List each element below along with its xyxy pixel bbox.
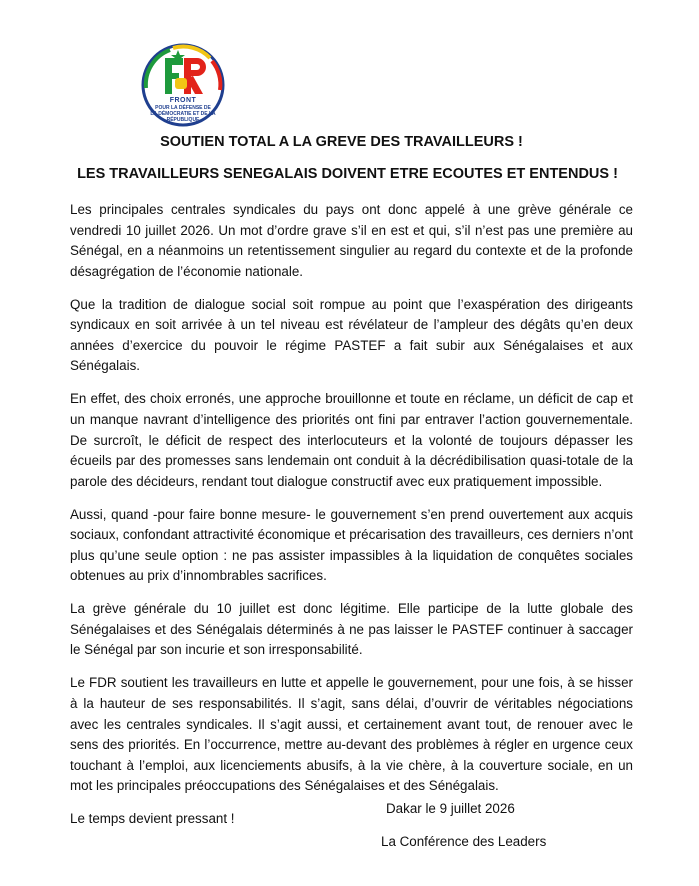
paragraph: Le FDR soutient les travailleurs en lutte et appelle le gouvernement, pour une fois, à se hisser à la hauteur de ses responsabilités. Il s’agit, sans délai, d’ouvrir de véritables négociations avec les centrales syndicales. Il s’agit aussi, et certainement avant tout, de renouer avec le sens des priorités. En l’occurrence, mettre au-devant des problèmes à régler en urgence ceux touchant à l’emploi, aux licenciements abusifs, à la vie chère, à la couverture sociale, en un mot les principales préoccupations des Sénégalaises et des Sénégalais. [70,675,633,794]
paragraph: Que la tradition de dialogue social soit rompue au point que l’exaspération des dirigeants syndicaux en soit arrivée à un tel niveau est révélateur de l’ampleur des dégâts qu’en deux années d’exercice du pouvoir le régime PASTEF a fait subir aux Sénégalaises et aux Sénégalais. [70,296,633,374]
paragraph: Aussi, quand -pour faire bonne mesure- le gouvernement s’en prend ouvertement aux acquis sociaux, confondant attractivité économique et précarisation des travailleurs, ces derniers n’ont plus qu’une seule option : ne pas assister impassibles à la liquidation de conquêtes sociales obtenues au prix d’innombrables sacrifices. [70,506,633,584]
logo-caption [143,98,223,123]
logo-line-front: FRONT [169,97,197,104]
document-body [70,200,633,842]
logo-line-3: LA DÉMOCRATIE ET DE LA [150,111,216,117]
paragraph: En effet, des choix erronés, une approche brouillonne et toute en réclame, un déficit de cap et un manque navrant d’intelligence des priorités ont fini par entraver l’action gouvernementale. De surcroît, le déficit de respect des interlocuteurs et la volonté de toujours dépasser les écueils par des promesses sans lendemain ont conduit à la décrédibilisation quasi-totale de la parole des décideurs, rendant tout dialogue constructif avec eux pratiquement impossible. [70,391,633,489]
signature: La Conférence des Leaders [381,834,547,849]
document-title: SOUTIEN TOTAL A LA GREVE DES TRAVAILLEURS ! [160,134,523,150]
logo-line-2: POUR LA DÉFENSE DE [155,105,211,111]
place-date: Dakar le 9 juillet 2026 [386,801,515,816]
paragraph: Les principales centrales syndicales du pays ont donc appelé à une grève générale ce vendredi 10 juillet 2026. Un mot d’ordre grave s’il en est et qui, s’il n’est pas une première au Sénégal, en a néanmoins un retentissement singulier au regard du contexte et de la profonde désagrégation de l’économie nationale. [70,202,633,279]
paragraph: La grève générale du 10 juillet est donc légitime. Elle participe de la lutte globale des Sénégalaises et des Sénégalais déterminés à ne pas laisser le PASTEF continuer à saccager le Sénégal par son incurie et son irresponsabilité. [70,601,633,658]
document-subtitle: LES TRAVAILLEURS SENEGALAIS DOIVENT ETRE ECOUTES ET ENTENDUS ! [77,166,618,182]
logo-line-4: RÉPUBLIQUE [166,117,200,123]
paragraph: Le temps devient pressant ! [70,811,235,827]
